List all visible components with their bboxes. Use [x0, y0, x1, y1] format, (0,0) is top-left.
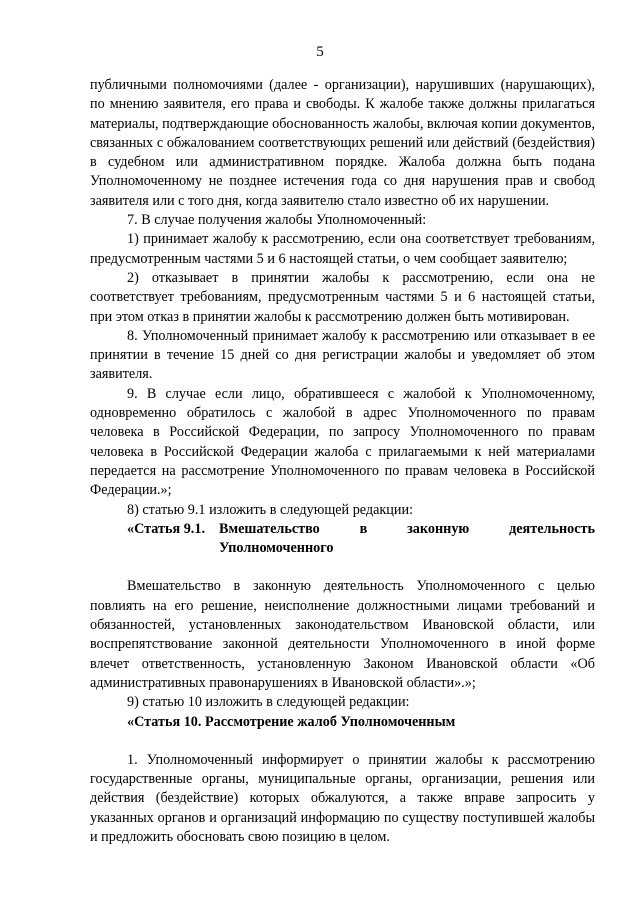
paragraph-interference: Вмешательство в законную деятельность Уполномоченного с целью повлиять на его решение, неисполнение должностными лицами требований и обязанностей, установленных законодательством Ивановской области, или воспрепятствование законной деятельности Уполномоченного в иной форме влечет ответственность, установленную Законом Ивановской области «Об административных правонарушениях в Ивановской области».»;	[90, 578, 595, 691]
paragraph-item-9: 9. В случае если лицо, обратившееся с жалобой к Уполномоченному, одновременно обратилось с жалобой в адрес Уполномоченного по правам человека в Российской Федерации, по запросу Уполномоченного по правам человека в Российской Федерации жалоба с прилагаемыми к ней материалами передается на рассмотрение Уполномоченного по правам человека в Российской Федерации.»;	[90, 385, 595, 499]
paragraph-item-8: 8. Уполномоченный принимает жалобу к рассмотрению или отказывает в ее принятии в течение 15 дней со дня регистрации жалобы и уведомляет об этом заявителя.	[90, 327, 595, 383]
paragraph-complaint-requirements: публичными полномочиями (далее - организации), нарушивших (нарушающих), по мнению заявителя, его права и свободы. К жалобе также должны прилагаться материалы, подтверждающие обоснованность жалобы, включая копии документов, связанных с обжалованием соответствующих решений или действий (бездействия) в судебном или административном порядке. Жалоба должна быть подана Уполномоченному не позднее истечения года со дня нарушения прав и свобод заявителя или с того дня, когда заявителю стало известно об их нарушении.	[90, 77, 595, 209]
paragraph-amendment-8: 8) статью 9.1 изложить в следующей редакции:	[127, 501, 414, 518]
article-heading-10: «Статья 10. Рассмотрение жалоб Уполномоченным	[127, 713, 456, 730]
page-number: 5	[316, 44, 324, 60]
article-heading-number: «Статья 9.1.	[127, 520, 205, 537]
article-heading-title: Вмешательство в законную деятельность Уполномоченного	[219, 520, 595, 557]
paragraph-amendment-9: 9) статью 10 изложить в следующей редакции:	[127, 694, 410, 711]
paragraph-item-7: 7. В случае получения жалобы Уполномоченный:	[127, 212, 427, 229]
paragraph-article-10-item-1: 1. Уполномоченный информирует о принятии жалобы к рассмотрению государственные органы, муниципальные органы, организации, решения или действия (бездействие) которых обжалуются, а также вправе запросить у указанных органов и организаций информацию по существу поступившей жалобы и предложить обосновать свою позицию в целом.	[90, 751, 595, 845]
paragraph-subitem-2: 2) отказывает в принятии жалобы к рассмотрению, если она не соответствует требованиям, предусмотренным частями 5 и 6 настоящей статьи, при этом отказ в принятии жалобы к рассмотрению должен быть мотивирован.	[90, 269, 595, 325]
blank-line	[90, 558, 595, 577]
article-heading-9-1	[90, 520, 595, 559]
blank-line	[90, 732, 595, 751]
document-body	[90, 76, 595, 847]
paragraph-subitem-1: 1) принимает жалобу к рассмотрению, если она соответствует требованиям, предусмотренным частями 5 и 6 настоящей статьи, о чем сообщает заявителю;	[90, 231, 595, 267]
